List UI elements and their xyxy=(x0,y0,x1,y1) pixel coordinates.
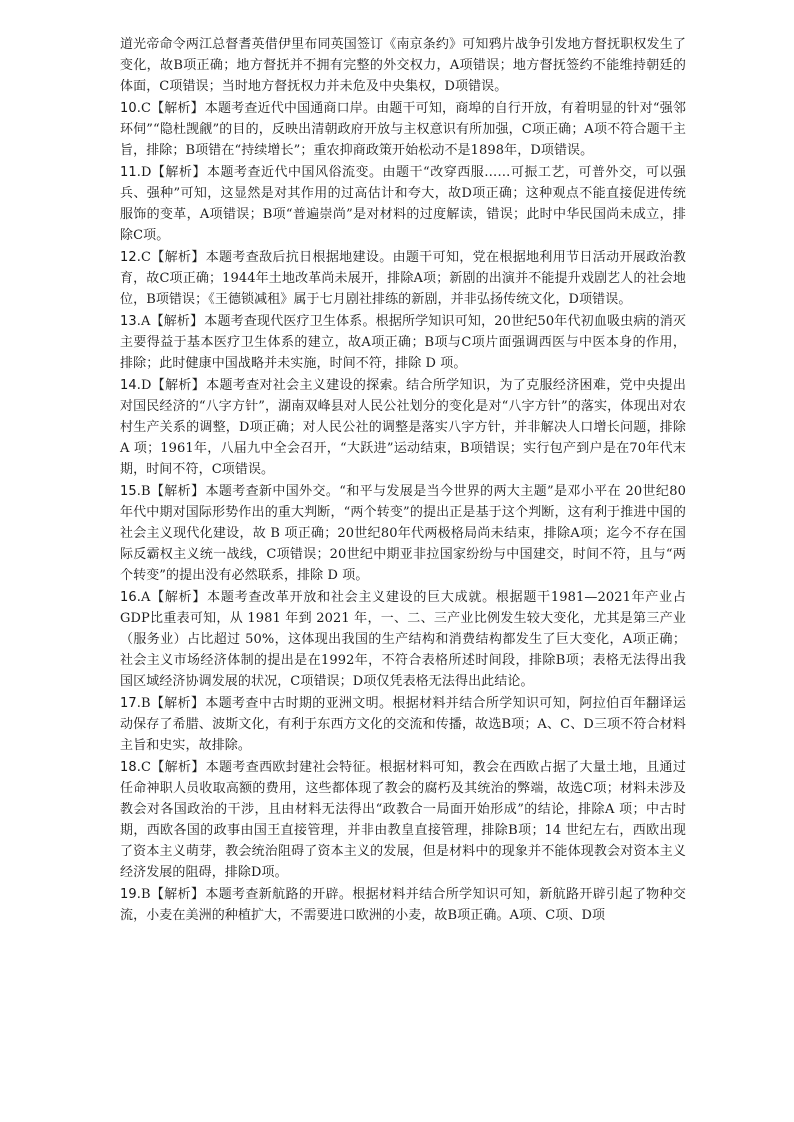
analysis-tag: 【解析】 xyxy=(151,165,206,180)
explanation-item xyxy=(120,311,686,374)
answer-letter: C xyxy=(140,250,152,265)
explanation-item xyxy=(120,481,686,586)
analysis-tag: 【解析】 xyxy=(151,250,205,265)
explanation-item xyxy=(120,98,686,161)
explanation-text: 本题考查西欧封建社会特征。根据材料可知，教会在西欧占据了大量土地，且通过任命神职人员收取高额的费用，这些都体现了教会的腐朽及其统治的弊端，故选C项；材料未涉及教会对各国政治的干涉，且由材料无法得出“政教合一局面开始形成”的结论，排除A 项；中古时期，西欧各国的政事由国王直接管理，并非由教皇直接管理，排除B项；14 世纪左右，西欧出现了资本主义萌芽，教会统治阻碍了资本主义的发展，但是材料中的现象并不能体现教会对资本主义经济发展的阻碍，排除D项。 xyxy=(120,760,686,880)
explanation-list xyxy=(120,98,686,926)
explanation-text: 本题考查近代中国通商口岸。由题干可知，商埠的自行开放，有着明显的针对“强邻环伺”“隐杜觊觎”的目的，反映出清朝政府开放与主权意识有所加强，C项正确；A项不符合题干主旨，排除；B项错在“持续增长”；重农抑商政策开始松动不是1898年，D项错误。 xyxy=(120,101,686,158)
question-number: 10. xyxy=(120,101,141,116)
analysis-tag: 【解析】 xyxy=(150,590,207,605)
question-number: 11. xyxy=(120,165,141,180)
answer-letter: D xyxy=(140,165,152,180)
analysis-tag: 【解析】 xyxy=(151,760,205,775)
explanation-text: 本题考查改革开放和社会主义建设的巨大成就。根据题干1981—2021年产业占GDP比重表可知，从 1981 年到 2021 年，一、二、三产业比例发生较大变化，尤其是第三产业（服务业）占比超过 50%，这体现出我国的生产结构和消费结构都发生了巨大变化，A项正确；社会主义市场经济体制的提出是在1992年，不符合表格所述时间段，排除B项；表格无法得出我国区域经济协调发展的状况，C项错误；D项仅凭表格无法得出此结论。 xyxy=(120,590,686,689)
explanation-item xyxy=(120,884,686,926)
answer-letter: D xyxy=(140,378,152,393)
explanation-item xyxy=(120,693,686,756)
answer-letter: B xyxy=(140,484,151,499)
question-number: 19. xyxy=(120,887,141,902)
explanation-item xyxy=(120,375,686,480)
explanation-text: 本题考查近代中国风俗流变。由题干“改穿西服……可振工艺，可普外交，可以强兵、强种”可知，这显然是对其作用的过高估计和夸大，故D项正确；这种观点不能直接促进传统服饰的变革，A项错误；B项“普遍崇尚”是对材料的过度解读，错误；此时中华民国尚未成立，排除C项。 xyxy=(120,165,686,243)
analysis-tag: 【解析】 xyxy=(151,101,204,116)
explanation-text: 本题考查现代医疗卫生体系。根据所学知识可知，20世纪50年代初血吸虫病的消灭主要得益于基本医疗卫生体系的建立，故A项正确；B项与C项片面强调西医与中医本身的作用，排除；此时健康中国战略并未实施，时间不符，排除 D 项。 xyxy=(120,314,686,371)
question-number: 17. xyxy=(120,696,141,711)
question-number: 13. xyxy=(120,314,141,329)
answer-letter: C xyxy=(140,101,152,116)
explanation-text: 本题考查中古时期的亚洲文明。根据材料并结合所学知识可知，阿拉伯百年翻译运动保存了希腊、波斯文化，有利于东西方文化的交流和传播，故选B项；A、C、D三项不符合材料主旨和史实，故排除。 xyxy=(120,696,686,753)
answer-letter: A xyxy=(140,314,151,329)
explanation-item xyxy=(120,757,686,883)
analysis-tag: 【解析】 xyxy=(150,887,205,902)
question-number: 18. xyxy=(120,760,141,775)
answer-letter: B xyxy=(140,696,151,711)
answer-letter: C xyxy=(140,760,152,775)
question-number: 14. xyxy=(120,378,141,393)
intro-paragraph: 道光帝命令两江总督耆英借伊里布同英国签订《南京条约》可知鸦片战争引发地方督抚职权发生了变化，故B项正确；地方督抚并不拥有完整的外交权力，A项错误；地方督抚签约不能维持朝廷的体面，C项错误；当时地方督抚权力并未危及中央集权，D项错误。 xyxy=(120,37,686,94)
answer-letter: A xyxy=(140,590,151,605)
analysis-tag: 【解析】 xyxy=(150,696,205,711)
answer-letter: B xyxy=(140,887,151,902)
explanation-text: 本题考查对社会主义建设的探索。结合所学知识，为了克服经济困难，党中央提出对国民经济的“八字方针”，湖南双峰县对人民公社划分的变化是对“八字方针”的落实，体现出对农村生产关系的调整，D项正确；对人民公社的调整是落实八字方针，并非解决人口增长问题，排除 A 项；1961年，八届九中全会召开，“大跃进”运动结束，B项错误；实行包产到户是在70年代末期，时间不符，C项错误。 xyxy=(120,378,686,477)
explanation-text: 本题考查敌后抗日根据地建设。由题干可知，党在根据地利用节日活动开展政治教育，故C项正确；1944年土地改革尚未展开，排除A项；新剧的出演并不能提升戏剧艺人的社会地位，B项错误；《王德锁减租》属于七月剧社排练的新剧，并非弘扬传统文化，D项错误。 xyxy=(120,250,686,307)
explanation-item xyxy=(120,247,686,310)
question-number: 16. xyxy=(120,590,141,605)
analysis-tag: 【解析】 xyxy=(151,378,206,393)
question-number: 15. xyxy=(120,484,141,499)
question-number: 12. xyxy=(120,250,141,265)
answer-explanation-page xyxy=(120,34,686,927)
explanation-text: 本题考查新中国外交。“和平与发展是当今世界的两大主题”是邓小平在 20世纪80年代中期对国际形势作出的重大判断，“两个转变”的提出正是基于这个判断，这有利于推进中国的社会主义现代化建设，故 B 项正确；20世纪80年代两极格局尚未结束，排除A项；迄今不存在国际反霸权主义统一战线，C项错误；20世纪中期亚非拉国家纷纷与中国建交，时间不符，且与“两个转变”的提出没有必然联系，排除 D 项。 xyxy=(120,484,686,583)
explanation-item xyxy=(120,587,686,692)
analysis-tag: 【解析】 xyxy=(150,484,205,499)
explanation-text: 本题考查新航路的开辟。根据材料并结合所学知识可知，新航路开辟引起了物种交流，小麦在美洲的种植扩大，不需要进口欧洲的小麦，故B项正确。A项、C项、D项 xyxy=(120,887,686,923)
explanation-item xyxy=(120,162,686,246)
analysis-tag: 【解析】 xyxy=(150,314,204,329)
